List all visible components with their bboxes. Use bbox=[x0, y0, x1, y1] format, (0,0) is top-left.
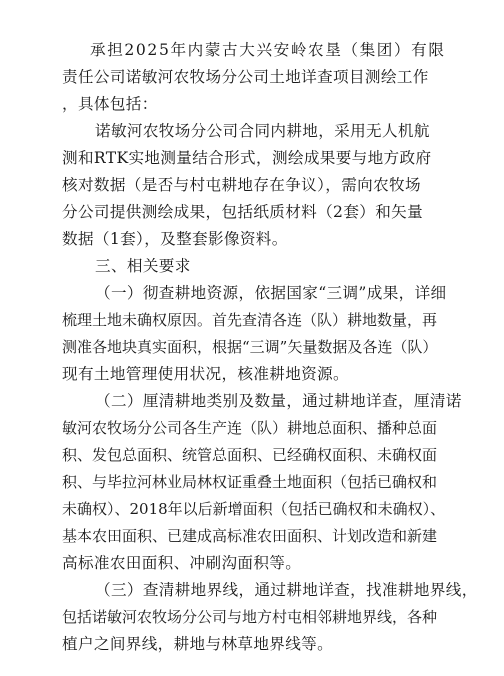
paragraph-line: 承担2025年内蒙古大兴安岭农垦（集团）有限 bbox=[90, 41, 446, 59]
paragraph-line: （二）厘清耕地类别及数量，通过耕地详查，厘清诺 bbox=[95, 392, 462, 410]
paragraph-line: 未确权）、2018年以后新增面积（包括已确权和未确权）、 bbox=[62, 500, 446, 518]
paragraph-line: 植户之间界线，耕地与林草地界线等。 bbox=[62, 635, 334, 653]
paragraph-line: 积、与毕拉河林业局林权证重叠土地面积（包括已确权和 bbox=[62, 473, 438, 491]
paragraph-line: 现有土地管理使用状况，核准耕地资源。 bbox=[62, 365, 349, 383]
paragraph-line: ，具体包括： bbox=[62, 95, 158, 113]
paragraph-line: 测准各地块真实面积，根据“三调”矢量数据及各连（队） bbox=[62, 338, 438, 356]
paragraph-line: 包括诺敏河农牧场分公司与地方村屯相邻耕地界线，各种 bbox=[62, 608, 438, 626]
paragraph-line: （三）查清耕地界线，通过耕地详查，找准耕地界线， bbox=[95, 581, 478, 599]
paragraph-line: 高标准农田面积、冲刷沟面积等。 bbox=[62, 554, 302, 572]
paragraph-line: 梳理土地未确权原因。首先查清各连（队）耕地数量，再 bbox=[62, 311, 438, 329]
paragraph-line: 数据（1套），及整套影像资料。 bbox=[62, 230, 288, 248]
paragraph-line: 责任公司诺敏河农牧场分公司土地详查项目测绘工作 bbox=[62, 68, 429, 86]
paragraph-line: 积、发包总面积、统管总面积、已经确权面积、未确权面 bbox=[62, 446, 438, 464]
paragraph-line: 基本农田面积、已建成高标准农田面积、计划改造和新建 bbox=[62, 527, 438, 545]
paragraph-line: 测和RTK实地测量结合形式，测绘成果要与地方政府 bbox=[62, 149, 432, 167]
section-heading: 三、相关要求 bbox=[95, 257, 191, 275]
paragraph-line: 分公司提供测绘成果，包括纸质材料（2套）和矢量 bbox=[62, 203, 424, 221]
paragraph-line: （一）彻查耕地资源，依据国家“三调”成果，详细 bbox=[95, 284, 447, 302]
paragraph-line: 诺敏河农牧场分公司合同内耕地，采用无人机航 bbox=[95, 122, 430, 140]
paragraph-line: 敏河农牧场分公司各生产连（队）耕地总面积、播种总面 bbox=[62, 419, 438, 437]
paragraph-line: 核对数据（是否与村屯耕地存在争议），需向农牧场 bbox=[62, 176, 421, 194]
